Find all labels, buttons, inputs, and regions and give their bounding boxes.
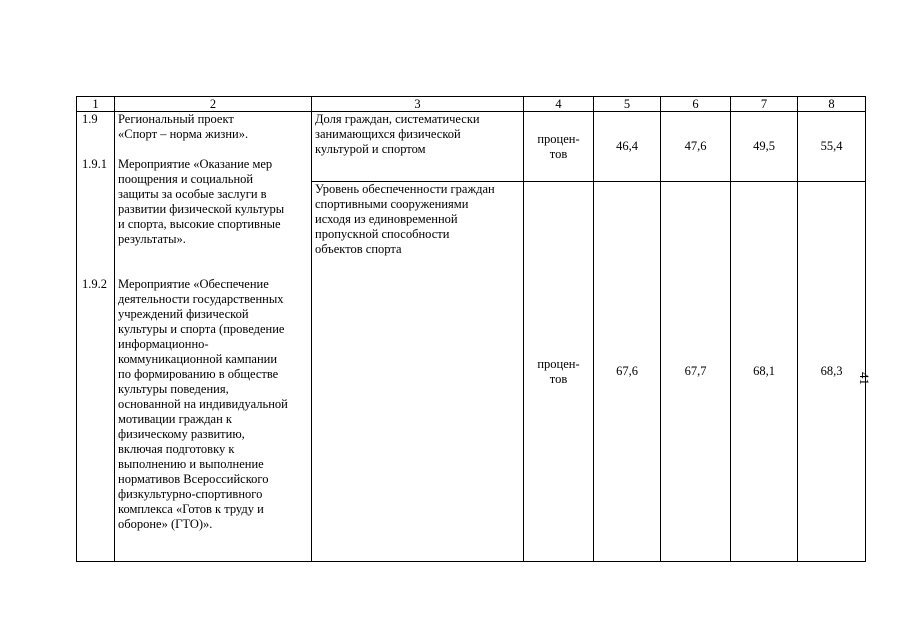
text-line: культуры и спорта (проведение xyxy=(118,322,285,336)
header-cell: 1 xyxy=(77,97,115,112)
header-cell: 8 xyxy=(798,97,866,112)
header-row xyxy=(77,97,866,112)
header-cell: 3 xyxy=(312,97,524,112)
value-col5: 67,6 xyxy=(594,182,661,562)
indicator-table xyxy=(76,96,866,562)
text-line: комплекса «Готов к труду и xyxy=(118,502,264,516)
text-line: и спорта, высокие спортивные xyxy=(118,217,281,231)
text-line: занимающихся физической xyxy=(315,127,461,141)
header-cell: 2 xyxy=(115,97,312,112)
value-col6: 67,7 xyxy=(661,182,731,562)
text-line: пропускной способности xyxy=(315,227,450,241)
text-line: информационно- xyxy=(118,337,209,351)
text-line: поощрения и социальной xyxy=(118,172,254,186)
header-cell: 6 xyxy=(661,97,731,112)
text-line: защиты за особые заслуги в xyxy=(118,187,267,201)
indicator-cell xyxy=(312,112,524,182)
text-line: развитии физической культуры xyxy=(118,202,285,216)
text-line: Мероприятие «Обеспечение xyxy=(118,277,269,291)
text-line: деятельности государственных xyxy=(118,292,284,306)
value-col8: 55,4 xyxy=(798,112,866,182)
table-row xyxy=(77,112,866,182)
text-line: выполнению и выполнение xyxy=(118,457,264,471)
header-cell: 4 xyxy=(524,97,594,112)
unit-cell xyxy=(524,182,594,562)
unit-cell xyxy=(524,112,594,182)
text-line: Уровень обеспеченности граждан xyxy=(315,182,495,196)
text-line: коммуникационной кампании xyxy=(118,352,278,366)
text-line: основанной на индивидуальной xyxy=(118,397,288,411)
value-col6: 47,6 xyxy=(661,112,731,182)
unit-line: процен- xyxy=(537,356,580,371)
text-line: культуры поведения, xyxy=(118,382,229,396)
value-col8: 68,3 xyxy=(798,182,866,562)
value-col5: 46,4 xyxy=(594,112,661,182)
text-line: мотивации граждан к xyxy=(118,412,232,426)
text-line: обороне» (ГТО)». xyxy=(118,517,213,531)
text-line: учреждений физической xyxy=(118,307,249,321)
text-line: по формированию в обществе xyxy=(118,367,279,381)
text-line: Доля граждан, систематически xyxy=(315,112,480,126)
text-line: культурой и спортом xyxy=(315,142,426,156)
text-line: спортивными сооружениями xyxy=(315,197,469,211)
header-cell: 5 xyxy=(594,97,661,112)
indicator-cell xyxy=(312,182,524,562)
text-line: физическому развитию, xyxy=(118,427,245,441)
unit-line: процен- xyxy=(537,131,580,146)
text-line: нормативов Всероссийского xyxy=(118,472,269,486)
unit-line: тов xyxy=(549,146,568,161)
page-number: 41 xyxy=(857,372,872,385)
item-number: 1.9.2 xyxy=(82,277,107,291)
text-line: включая подготовку к xyxy=(118,442,235,456)
text-line: Мероприятие «Оказание мер xyxy=(118,157,273,171)
item-names-cell xyxy=(115,112,312,562)
value-col7: 49,5 xyxy=(731,112,798,182)
item-number: 1.9.1 xyxy=(82,157,107,171)
unit-line: тов xyxy=(549,371,568,386)
item-numbers-cell xyxy=(77,112,115,562)
text-line: объектов спорта xyxy=(315,242,402,256)
item-number: 1.9 xyxy=(82,112,98,126)
header-cell: 7 xyxy=(731,97,798,112)
text-line: физкультурно-спортивного xyxy=(118,487,263,501)
text-line: Региональный проект xyxy=(118,112,234,126)
text-line: исходя из единовременной xyxy=(315,212,458,226)
text-line: «Спорт – норма жизни». xyxy=(118,127,249,141)
value-col7: 68,1 xyxy=(731,182,798,562)
text-line: результаты». xyxy=(118,232,186,246)
